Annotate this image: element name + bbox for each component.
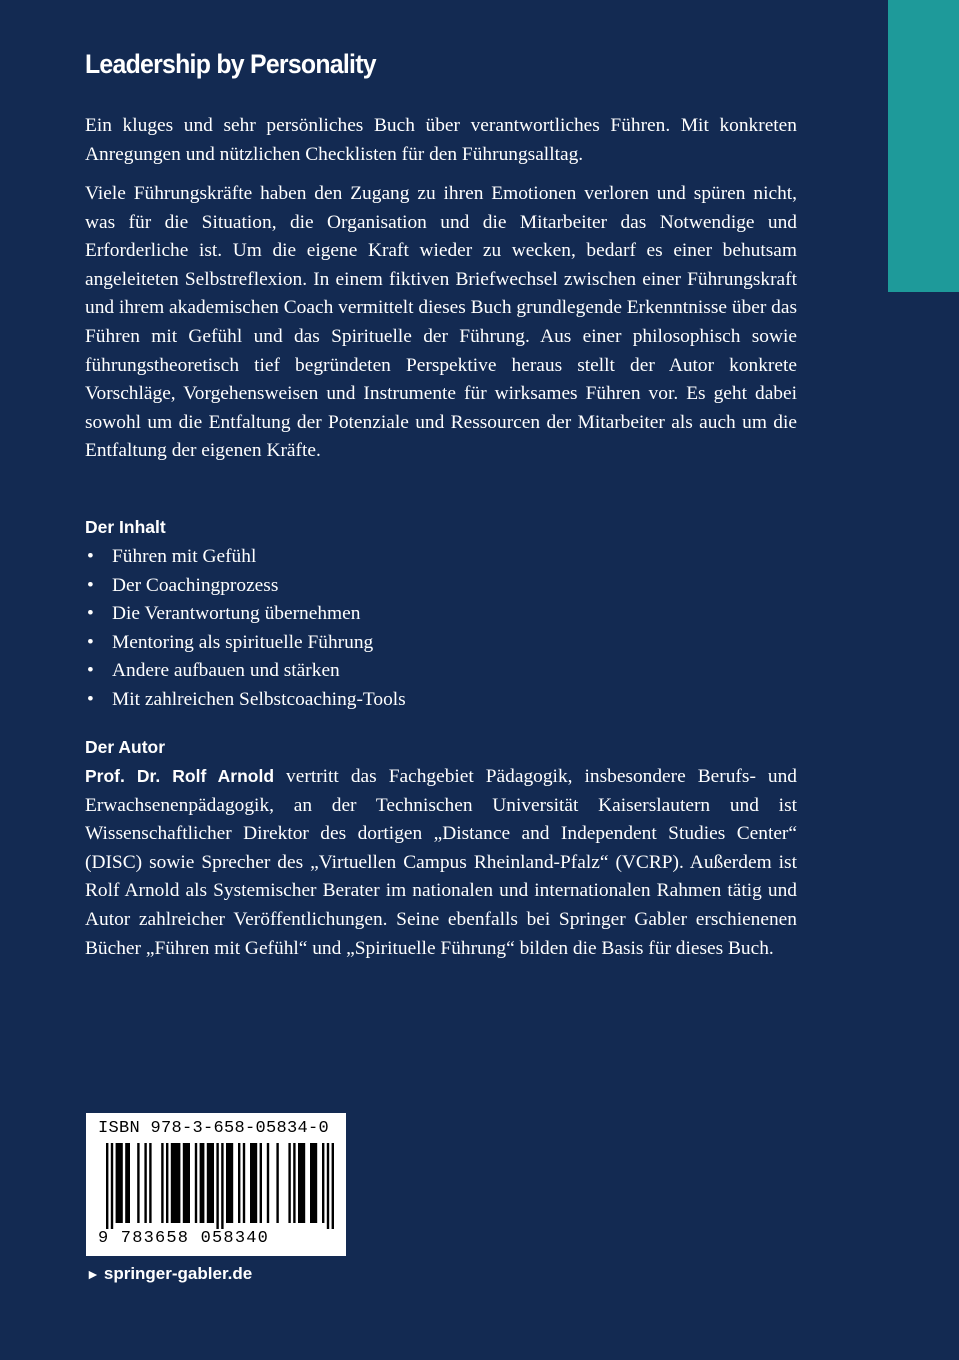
barcode-bar [260, 1143, 262, 1223]
author-bio [85, 762, 797, 963]
bullet-icon: • [87, 631, 94, 653]
list-item: • Mentoring als spirituelle Führung [85, 629, 406, 658]
barcode-bar [250, 1143, 257, 1223]
barcode-bar [207, 1143, 214, 1223]
barcode-bar [288, 1143, 290, 1223]
barcode-bar [221, 1143, 223, 1229]
barcode-bar [106, 1143, 108, 1229]
list-item: • Andere aufbauen und stärken [85, 657, 406, 686]
barcode-bar [322, 1143, 324, 1223]
barcode-bar [226, 1143, 233, 1223]
barcode-bar [116, 1143, 123, 1223]
barcode-bar [332, 1143, 334, 1229]
barcode-bar [298, 1143, 305, 1223]
barcode-bar [144, 1143, 146, 1223]
barcode-bar [183, 1143, 190, 1223]
barcode-bar [149, 1143, 151, 1223]
contents-list [85, 543, 406, 715]
barcode-bars [94, 1143, 338, 1229]
list-item: • Der Coachingprozess [85, 572, 406, 601]
barcode-bar [327, 1143, 329, 1229]
isbn-barcode [86, 1113, 346, 1256]
arrow-right-icon: ► [86, 1266, 100, 1282]
barcode-digits: 9 783658 058340 [98, 1229, 270, 1248]
barcode-bar [195, 1143, 197, 1223]
barcode-bar [161, 1143, 163, 1223]
barcode-bar [125, 1143, 130, 1223]
barcode-bar [111, 1143, 113, 1229]
author-bio-text: vertritt das Fachgebiet Pädagogik, insbesondere Berufs- und Erwachsenenpädagogik, an der Technischen Universität Kaiserslautern und ist Wissenschaftlicher Direktor des dortigen „Distance and Independent Studies Center“ (DISC) sowie Sprecher des „Virtuellen Campus Rheinland-Pfalz“ (VCRP). Außerdem ist Rolf Arnold als Systemischer Berater im nationalen und internationalen Rahmen tätig und Autor zahlreicher Veröffentlichungen. Seine ebenfalls bei Springer Gabler erschienenen Bücher „Führen mit Gefühl“ und „Spirituelle Führung“ bilden die Basis für dieses Buch. [85, 766, 797, 959]
teal-accent-tab [888, 0, 959, 292]
barcode-bar [267, 1143, 269, 1223]
barcode-bar [293, 1143, 295, 1223]
bullet-icon: • [87, 660, 94, 682]
barcode-bar [137, 1143, 139, 1223]
author-heading: Der Autor [85, 737, 166, 757]
bullet-icon: • [87, 688, 94, 710]
barcode-bar [276, 1143, 278, 1223]
barcode-bar [238, 1143, 240, 1223]
barcode-bar [166, 1143, 168, 1223]
bullet-icon: • [87, 603, 94, 625]
list-item: • Mit zahlreichen Selbstcoaching-Tools [85, 686, 406, 715]
barcode-bar [200, 1143, 205, 1223]
bullet-icon: • [87, 574, 94, 596]
barcode-bar [216, 1143, 218, 1229]
author-name: Prof. Dr. Rolf Arnold [85, 766, 275, 786]
bullet-icon: • [87, 546, 94, 567]
isbn-label: ISBN 978-3-658-05834-0 [98, 1119, 330, 1138]
list-item: • Die Verantwortung übernehmen [85, 600, 406, 629]
book-title: Leadership by Personality [85, 49, 376, 79]
description-paragraph: Viele Führungskräfte haben den Zugang zu ihren Emotionen verloren und spüren nicht, was für die Situation, die Organisation und die Mitarbeiter das Notwendige und Erforderliche ist. Um die eigene Kraft wieder zu wecken, bedarf es einer behutsam angeleiteten Selbstreflexion. In einem fiktiven Briefwechsel zwischen einer Führungskraft und ihrem akademischen Coach vermittelt dieses Buch grundlegende Erkenntnisse über das Führen mit Gefühl und das Spirituelle der Führung. Aus einer philosophisch sowie führungstheoretisch tief begründeten Perspektive heraus stellt der Autor konkrete Vorschläge, Vorgehensweisen und Instrumente für wirksames Führen vor. Es geht dabei sowohl um die Entfaltung der Potenziale und Ressourcen der Mitarbeiter als auch um die Entfaltung der eigenen Kräfte. [85, 183, 797, 462]
website-url: springer-gabler.de [103, 1264, 253, 1283]
barcode-bar [243, 1143, 245, 1223]
intro-paragraph: Ein kluges und sehr persönliches Buch über verantwortliches Führen. Mit konkreten Anregungen und nützlichen Checklisten für den Führungsalltag. [85, 115, 797, 165]
barcode-bar [310, 1143, 317, 1223]
contents-heading: Der Inhalt [85, 517, 166, 537]
publisher-website[interactable] [86, 1262, 252, 1286]
barcode-bar [171, 1143, 181, 1223]
list-item: • Führen mit Gefühl [85, 543, 406, 572]
